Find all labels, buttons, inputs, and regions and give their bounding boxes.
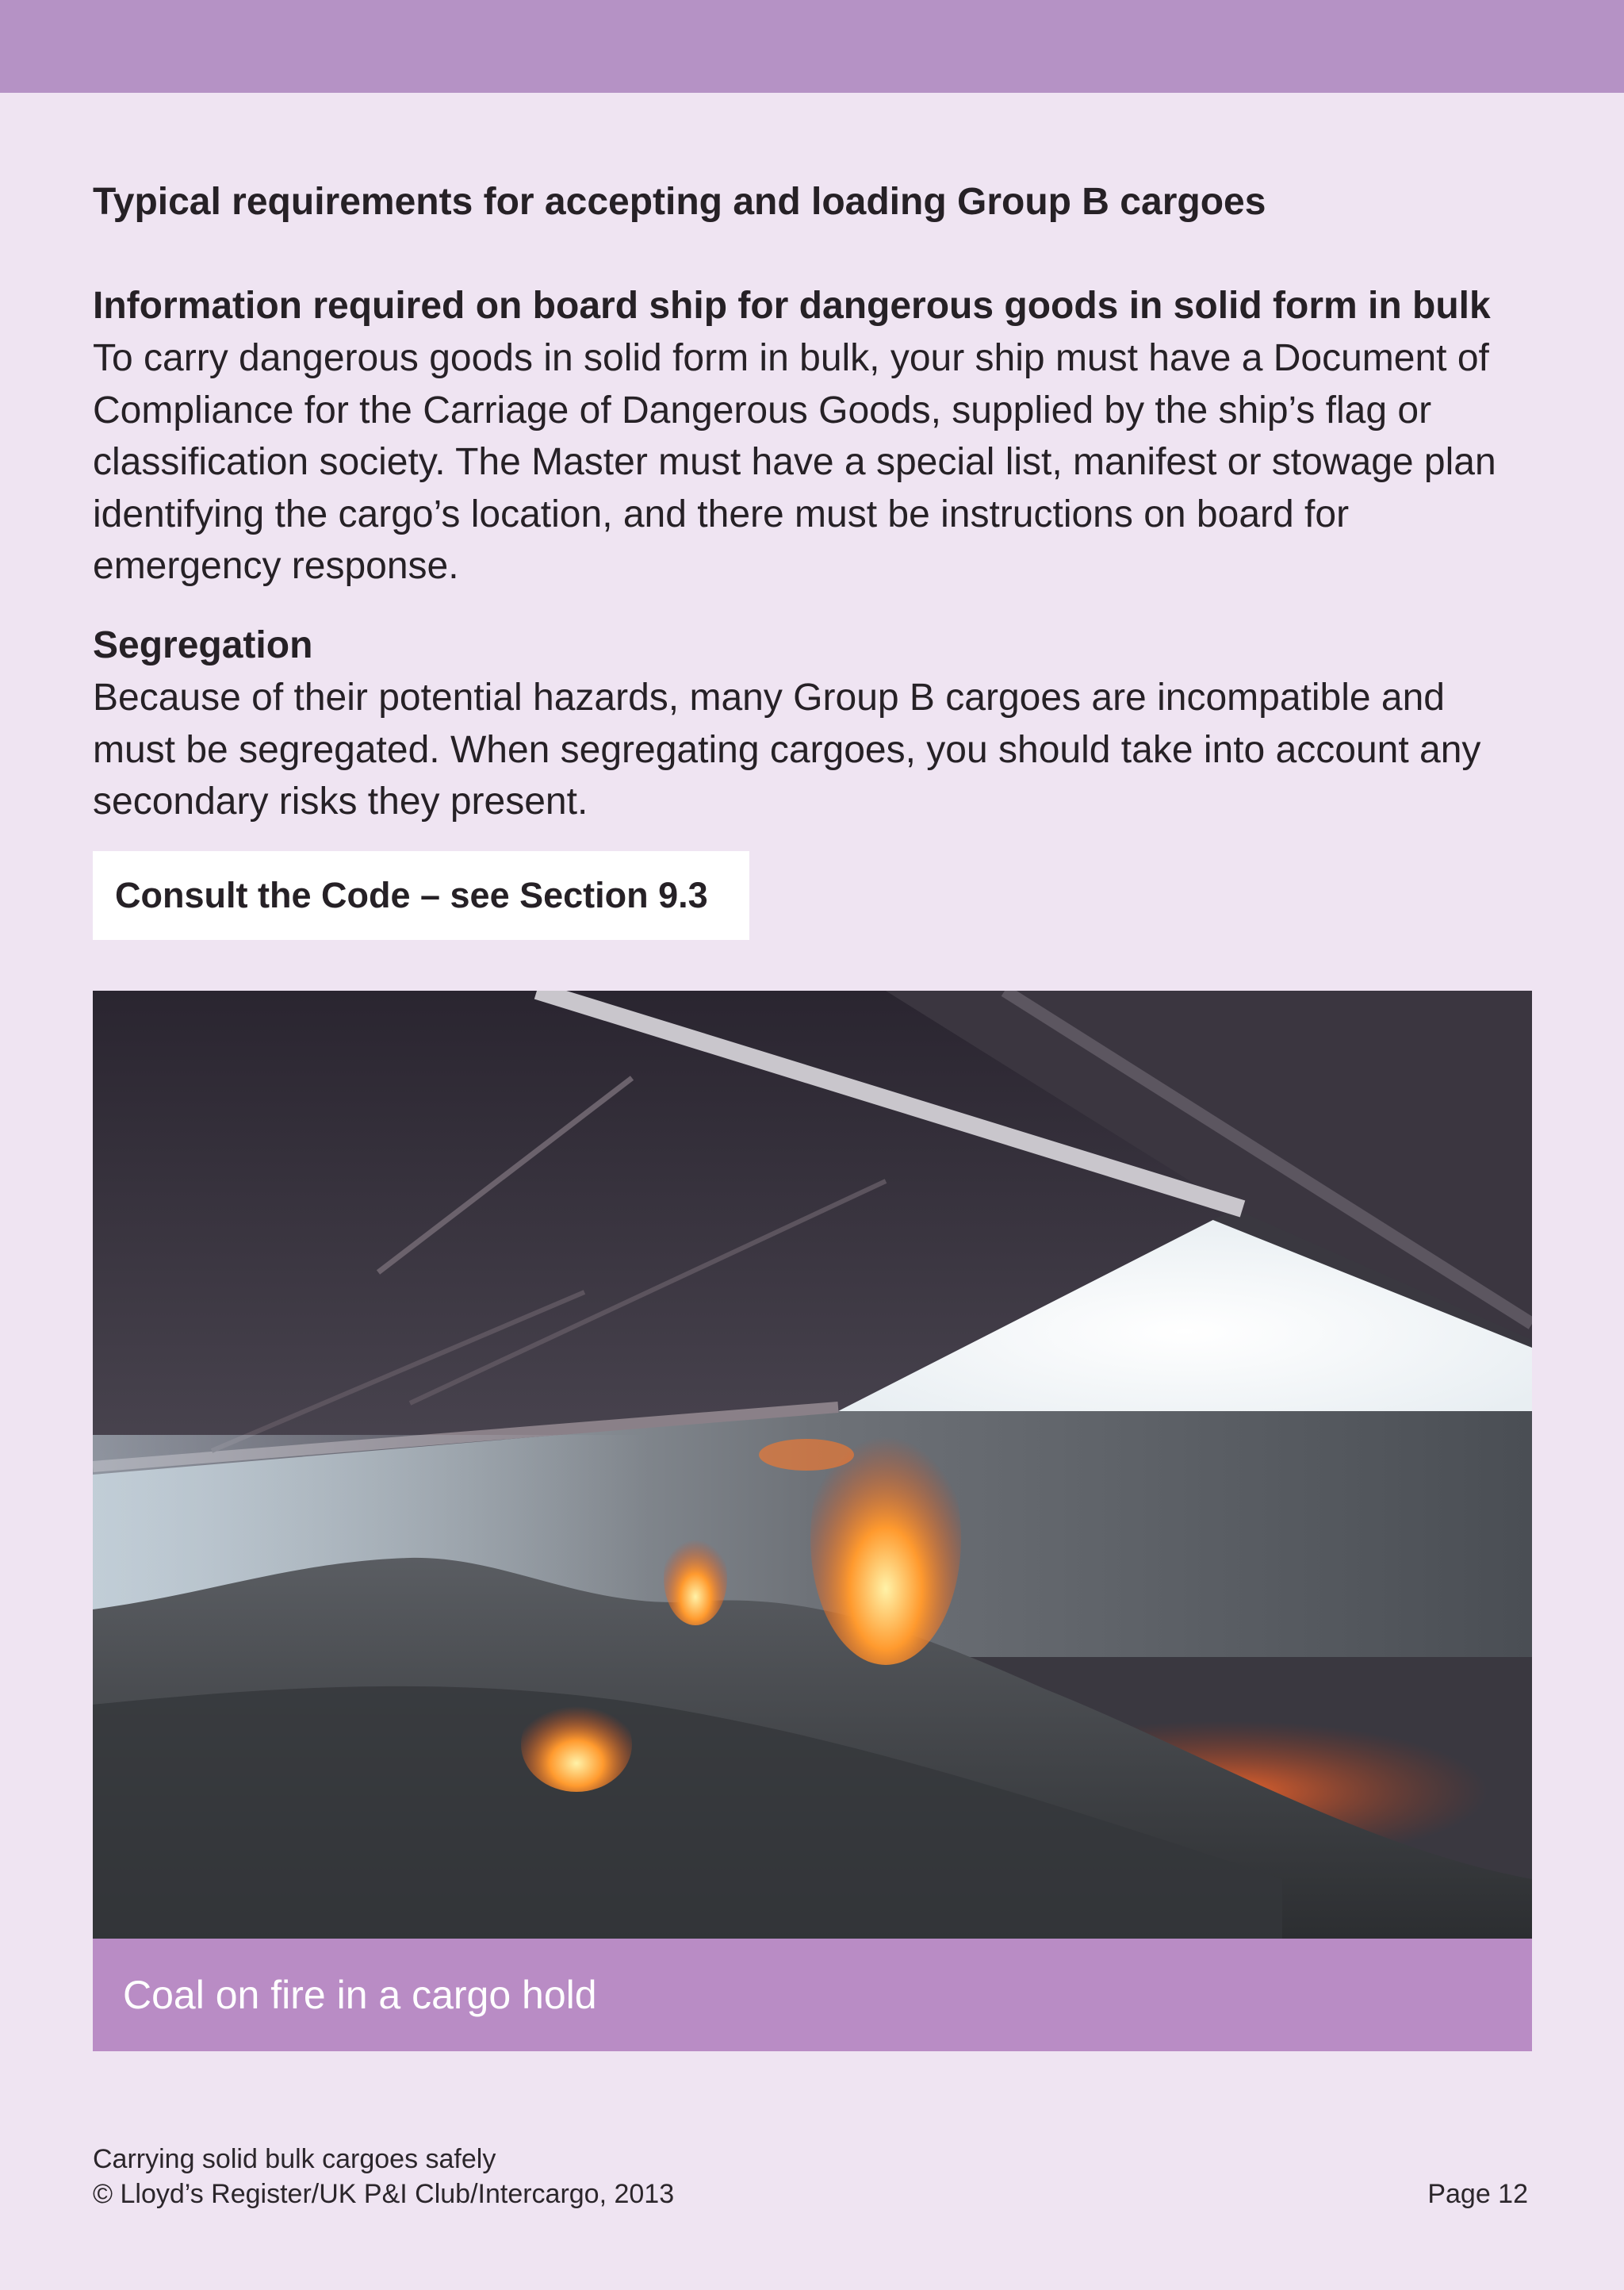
section-body: Because of their potential hazards, many Group B cargoes are incompatible and must be segregated. When segregating cargoes, you should take into account any secondary risks they present.	[93, 677, 1481, 823]
cargo-hold-fire-photo	[93, 991, 1532, 1939]
section-segregation	[93, 619, 1532, 828]
footer-title: Carrying solid bulk cargoes safely	[93, 2144, 496, 2174]
section-title: Information required on board ship for dangerous goods in solid form in bulk	[93, 285, 1491, 327]
section-title: Segregation	[93, 624, 313, 666]
header-band	[0, 0, 1624, 93]
section-information-required	[93, 280, 1532, 593]
callout-text: Consult the Code – see Section 9.3	[115, 875, 708, 915]
figure-caption: Coal on fire in a cargo hold	[123, 1973, 597, 2017]
section-body: To carry dangerous goods in solid form in bulk, your ship must have a Document of Compliance for the Carriage of Dangerous Goods, supplied by the ship’s flag or classification society. The Master must have a special list, manifest or stowage plan identifying the cargo’s location, and there must be instructions on board for emergency response.	[93, 337, 1496, 587]
figure	[93, 991, 1532, 2051]
page-number: Page 12	[1427, 2179, 1528, 2209]
figure-caption-bar	[93, 1939, 1532, 2051]
page-heading: Typical requirements for accepting and loading Group B cargoes	[93, 181, 1266, 223]
footer-publication	[93, 2142, 674, 2211]
consult-code-callout	[93, 851, 749, 940]
footer-copyright: © Lloyd’s Register/UK P&I Club/Intercargo, 2013	[93, 2179, 675, 2209]
